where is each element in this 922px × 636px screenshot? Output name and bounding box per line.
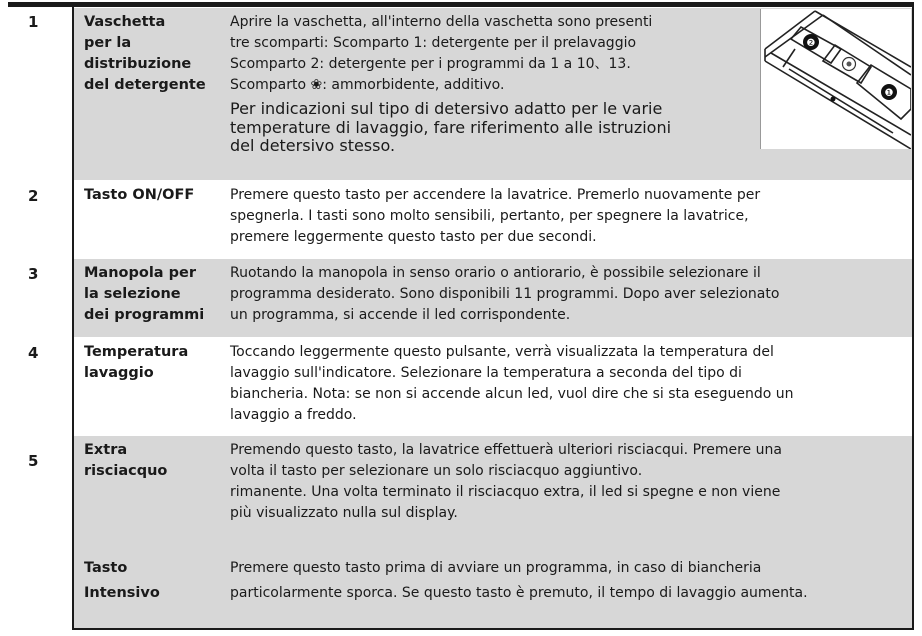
frame-left-rule xyxy=(72,7,74,629)
desc-line: lavaggio sull'indicatore. Selezionare la temperatura a seconda del tipo di xyxy=(230,365,742,381)
desc-line: Premere questo tasto prima di avviare un programma, in caso di biancheria xyxy=(230,560,762,576)
label-line: Intensivo xyxy=(84,585,160,601)
desc-line: spegnerla. I tasti sono molto sensibili, pertanto, per spegnere la lavatrice, xyxy=(230,208,749,224)
label-line: del detergente xyxy=(84,77,206,93)
row-wash-temperature xyxy=(8,338,914,434)
desc-line: particolarmente sporca. Se questo tasto è premuto, il tempo di lavaggio aumenta. xyxy=(230,585,808,601)
row-extra-rinse xyxy=(8,436,914,628)
row-number: 1 xyxy=(28,13,39,31)
row-description xyxy=(230,342,793,426)
desc-line: Ruotando la manopola in senso orario o antiorario, è possibile selezionare il xyxy=(230,265,761,281)
frame-bottom-rule xyxy=(72,628,914,630)
frame-right-rule xyxy=(912,7,914,629)
drawer-drawing xyxy=(761,9,911,149)
desc-line: Toccando leggermente questo pulsante, verrà visualizzata la temperatura del xyxy=(230,344,774,360)
row-description xyxy=(230,440,782,524)
row-description xyxy=(230,263,779,326)
detergent-drawer-illustration xyxy=(760,9,911,149)
row-label xyxy=(84,440,224,482)
badge-glyph: ❷ xyxy=(806,38,816,49)
note-line: Per indicazioni sul tipo di detersivo adatto per le varie xyxy=(230,99,663,118)
row-number: 2 xyxy=(28,187,39,205)
desc-line: più visualizzato nulla sul display. xyxy=(230,505,458,521)
label-line: risciacquo xyxy=(84,463,168,479)
row-description-intensive xyxy=(230,558,808,604)
desc-line: volta il tasto per selezionare un solo risciacquo aggiuntivo. xyxy=(230,463,643,479)
row-label xyxy=(84,185,224,206)
row-program-knob xyxy=(8,259,914,337)
top-rule xyxy=(8,2,914,7)
row-number: 5 xyxy=(28,452,39,470)
badge-glyph: ❶ xyxy=(884,88,894,99)
row-label xyxy=(84,342,224,384)
desc-line: Premendo questo tasto, la lavatrice effettuerà ulteriori risciacqui. Premere una xyxy=(230,442,782,458)
desc-line: biancheria. Nota: se non si accende alcun led, vuol dire che si sta eseguendo un xyxy=(230,386,794,402)
label-line: per la xyxy=(84,35,132,51)
label-line: dei programmi xyxy=(84,307,205,323)
label-line: lavaggio xyxy=(84,365,154,381)
label-line: la selezione xyxy=(84,286,181,302)
label-line: Vaschetta xyxy=(84,14,166,30)
label-line: Temperatura xyxy=(84,344,189,360)
note-line: del detersivo stesso. xyxy=(230,136,396,155)
desc-line: un programma, si accende il led corrispondente. xyxy=(230,307,571,323)
row-number: 3 xyxy=(28,265,39,283)
desc-line: programma desiderato. Sono disponibili 11 programmi. Dopo aver selezionato xyxy=(230,286,780,302)
desc-line: lavaggio a freddo. xyxy=(230,407,357,423)
label-line: Manopola per xyxy=(84,265,197,281)
label-line: Tasto xyxy=(84,560,128,576)
row-on-off xyxy=(8,180,914,258)
drawer-dot xyxy=(831,97,836,102)
desc-line: tre scomparti: Scomparto 1: detergente per il prelavaggio xyxy=(230,35,637,51)
row-label xyxy=(84,12,224,96)
label-line: Extra xyxy=(84,442,128,458)
desc-line: rimanente. Una volta terminato il risciacquo extra, il led si spegne e non viene xyxy=(230,484,781,500)
desc-line: Scomparto ❀: ammorbidente, additivo. xyxy=(230,77,505,93)
desc-line: Scomparto 2: detergente per i programmi da 1 a 10、13. xyxy=(230,56,631,72)
label-line: Tasto ON/OFF xyxy=(84,187,195,203)
row-description xyxy=(230,12,671,156)
row-number: 4 xyxy=(28,344,39,362)
row-label-intensive xyxy=(84,558,224,604)
softener-center xyxy=(847,62,852,67)
row-label xyxy=(84,263,224,326)
desc-line: Aprire la vaschetta, all'interno della vaschetta sono presenti xyxy=(230,14,653,30)
note-line: temperature di lavaggio, fare riferimento alle istruzioni xyxy=(230,117,672,137)
desc-line: premere leggermente questo tasto per due secondi. xyxy=(230,229,597,245)
desc-line: Premere questo tasto per accendere la lavatrice. Premerlo nuovamente per xyxy=(230,187,761,203)
row-description xyxy=(230,185,760,248)
label-line: distribuzione xyxy=(84,56,192,72)
